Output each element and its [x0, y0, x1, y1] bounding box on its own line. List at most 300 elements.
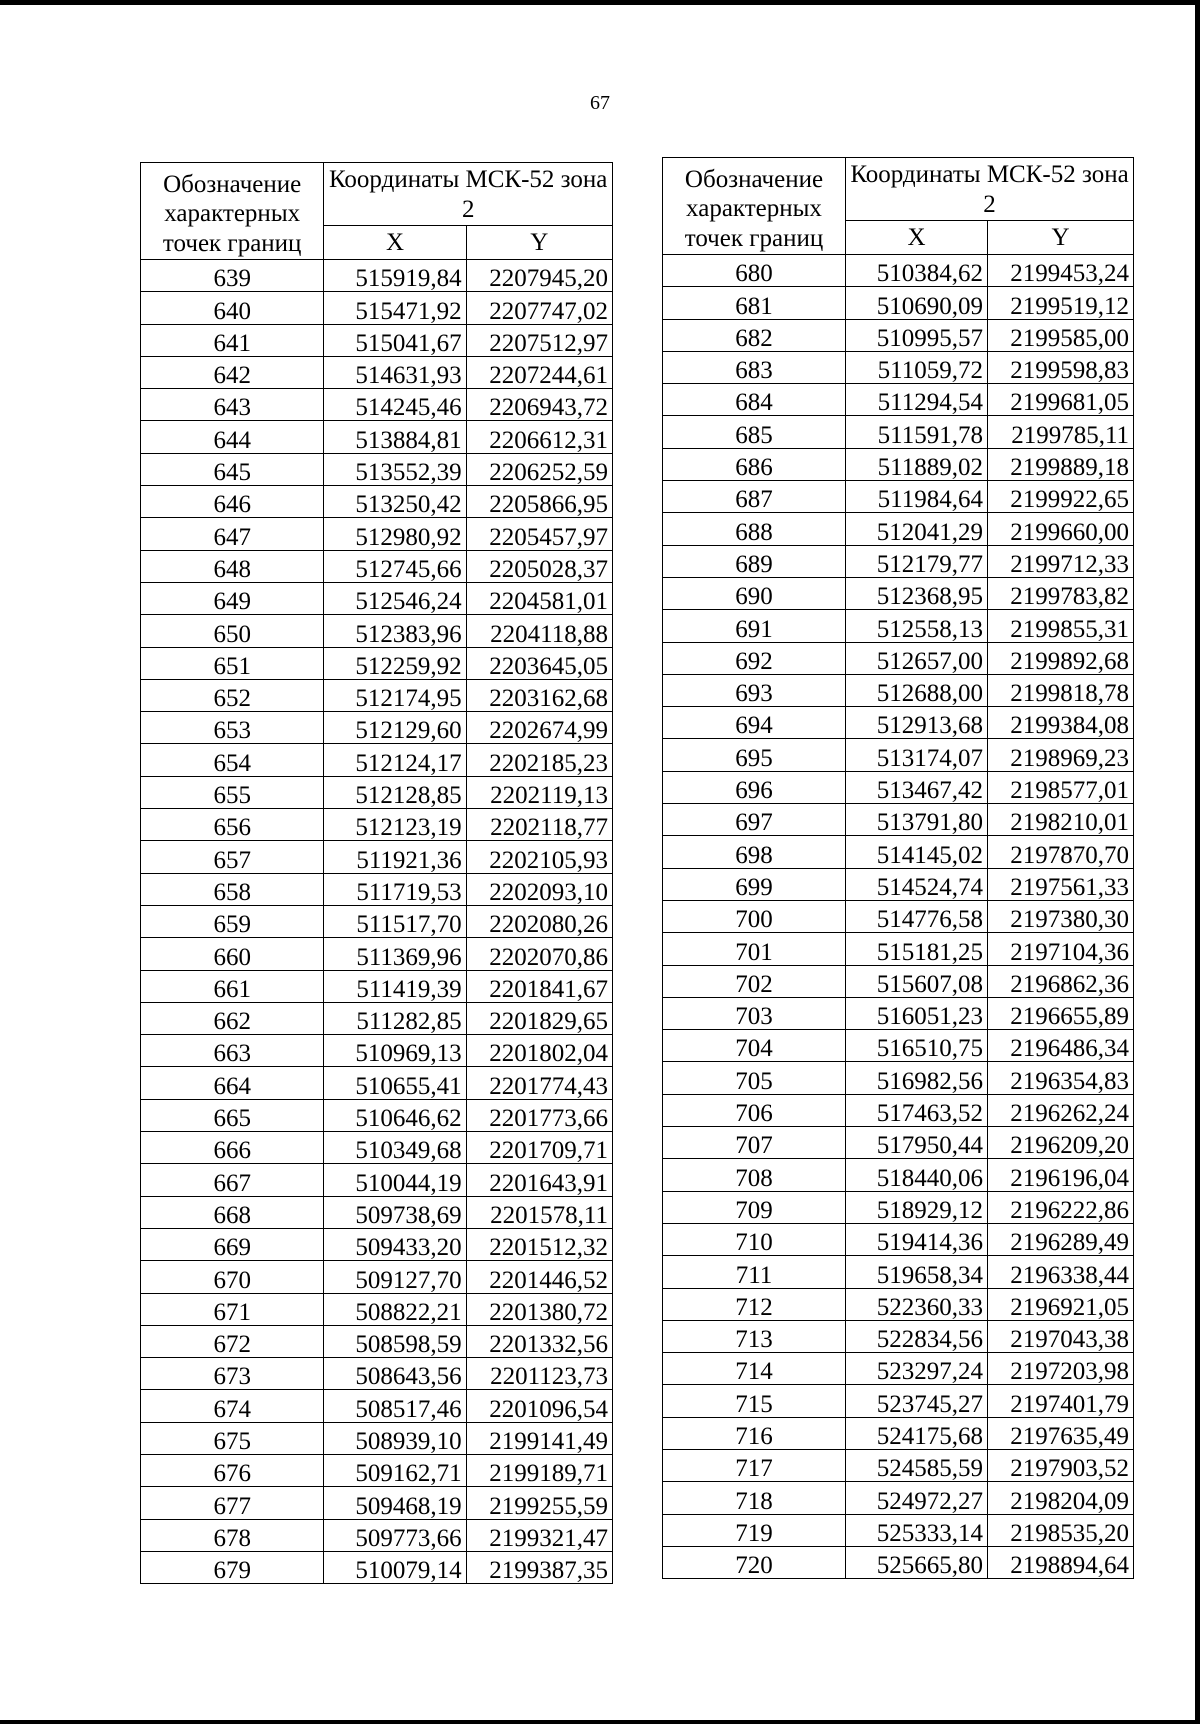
x-coordinate-cell: 522834,56	[846, 1320, 988, 1352]
table-row	[141, 1519, 613, 1551]
x-coordinate-cell: 524585,59	[846, 1449, 988, 1481]
point-id-cell: 666	[141, 1132, 324, 1164]
point-id-cell: 697	[663, 804, 846, 836]
point-id-cell: 669	[141, 1228, 324, 1260]
x-coordinate-cell: 512041,29	[846, 513, 988, 545]
x-coordinate-cell: 509433,20	[324, 1228, 466, 1260]
table-row	[663, 1417, 1134, 1449]
table-row	[663, 1514, 1134, 1546]
point-id-cell: 685	[663, 416, 846, 448]
y-coordinate-cell: 2206252,59	[466, 453, 612, 485]
table-row	[663, 836, 1134, 868]
x-coordinate-cell: 512124,17	[324, 744, 466, 776]
x-coordinate-cell: 518440,06	[846, 1159, 988, 1191]
x-coordinate-cell: 510384,62	[846, 255, 988, 287]
point-id-cell: 710	[663, 1223, 846, 1255]
table-row	[663, 351, 1134, 383]
table-row	[663, 1353, 1134, 1385]
point-id-cell: 667	[141, 1164, 324, 1196]
y-coordinate-cell: 2201773,66	[466, 1099, 612, 1131]
y-coordinate-cell: 2199785,11	[988, 416, 1134, 448]
y-coordinate-cell: 2203162,68	[466, 679, 612, 711]
coordinates-table-left	[140, 162, 613, 1584]
point-id-cell: 709	[663, 1191, 846, 1223]
x-coordinate-cell: 513174,07	[846, 739, 988, 771]
point-id-cell: 639	[141, 260, 324, 292]
x-coordinate-cell: 508517,46	[324, 1390, 466, 1422]
designation-header: Обозначение характерных точек границ	[663, 158, 846, 255]
table-row	[141, 1067, 613, 1099]
table-row	[663, 1482, 1134, 1514]
point-id-cell: 656	[141, 809, 324, 841]
point-id-cell: 649	[141, 582, 324, 614]
x-coordinate-cell: 515919,84	[324, 260, 466, 292]
table-row	[141, 389, 613, 421]
table-row	[141, 744, 613, 776]
point-id-cell: 652	[141, 679, 324, 711]
point-id-cell: 665	[141, 1099, 324, 1131]
x-coordinate-cell: 516982,56	[846, 1062, 988, 1094]
x-header: X	[846, 221, 988, 255]
x-coordinate-cell: 519658,34	[846, 1256, 988, 1288]
point-id-cell: 662	[141, 1002, 324, 1034]
table-row	[141, 453, 613, 485]
point-id-cell: 674	[141, 1390, 324, 1422]
x-header: X	[324, 226, 466, 260]
point-id-cell: 700	[663, 900, 846, 932]
point-id-cell: 691	[663, 610, 846, 642]
point-id-cell: 676	[141, 1454, 324, 1486]
table-row	[141, 1325, 613, 1357]
x-coordinate-cell: 508939,10	[324, 1422, 466, 1454]
y-coordinate-cell: 2205866,95	[466, 486, 612, 518]
point-id-cell: 655	[141, 776, 324, 808]
table-row	[141, 550, 613, 582]
table-row	[663, 642, 1134, 674]
y-coordinate-cell: 2201123,73	[466, 1358, 612, 1390]
table-row	[663, 965, 1134, 997]
table-row	[141, 1035, 613, 1067]
point-id-cell: 717	[663, 1449, 846, 1481]
table-row	[663, 1546, 1134, 1578]
y-coordinate-cell: 2201446,52	[466, 1261, 612, 1293]
point-id-cell: 651	[141, 647, 324, 679]
table-row	[663, 1320, 1134, 1352]
y-coordinate-cell: 2201332,56	[466, 1325, 612, 1357]
y-coordinate-cell: 2196196,04	[988, 1159, 1134, 1191]
x-coordinate-cell: 512546,24	[324, 582, 466, 614]
y-coordinate-cell: 2196338,44	[988, 1256, 1134, 1288]
y-coordinate-cell: 2207512,97	[466, 324, 612, 356]
point-id-cell: 715	[663, 1385, 846, 1417]
y-coordinate-cell: 2199141,49	[466, 1422, 612, 1454]
table-row	[663, 933, 1134, 965]
point-id-cell: 645	[141, 453, 324, 485]
y-coordinate-cell: 2207244,61	[466, 356, 612, 388]
table-row	[141, 1422, 613, 1454]
x-coordinate-cell: 512980,92	[324, 518, 466, 550]
y-coordinate-cell: 2204118,88	[466, 615, 612, 647]
point-id-cell: 719	[663, 1514, 846, 1546]
y-coordinate-cell: 2196209,20	[988, 1127, 1134, 1159]
point-id-cell: 671	[141, 1293, 324, 1325]
table-row	[141, 1261, 613, 1293]
point-id-cell: 646	[141, 486, 324, 518]
x-coordinate-cell: 515181,25	[846, 933, 988, 965]
table-row	[663, 448, 1134, 480]
x-coordinate-cell: 508822,21	[324, 1293, 466, 1325]
point-id-cell: 711	[663, 1256, 846, 1288]
y-header: Y	[988, 221, 1134, 255]
table-row	[663, 804, 1134, 836]
y-coordinate-cell: 2197043,38	[988, 1320, 1134, 1352]
x-coordinate-cell: 511984,64	[846, 481, 988, 513]
table-row	[141, 421, 613, 453]
table-row	[141, 776, 613, 808]
x-coordinate-cell: 509127,70	[324, 1261, 466, 1293]
y-coordinate-cell: 2199712,33	[988, 545, 1134, 577]
y-coordinate-cell: 2201709,71	[466, 1132, 612, 1164]
table-row	[141, 260, 613, 292]
point-id-cell: 702	[663, 965, 846, 997]
page-border-right	[1195, 0, 1200, 1724]
point-id-cell: 714	[663, 1353, 846, 1385]
y-coordinate-cell: 2199255,59	[466, 1487, 612, 1519]
point-id-cell: 701	[663, 933, 846, 965]
table-row	[141, 292, 613, 324]
y-coordinate-cell: 2199681,05	[988, 384, 1134, 416]
point-id-cell: 659	[141, 905, 324, 937]
x-coordinate-cell: 512368,95	[846, 577, 988, 609]
table-row	[141, 1164, 613, 1196]
table-row	[663, 384, 1134, 416]
y-coordinate-cell: 2197203,98	[988, 1353, 1134, 1385]
table-row	[663, 1030, 1134, 1062]
table-row	[141, 841, 613, 873]
x-coordinate-cell: 512383,96	[324, 615, 466, 647]
point-id-cell: 712	[663, 1288, 846, 1320]
y-coordinate-cell: 2199892,68	[988, 642, 1134, 674]
x-coordinate-cell: 514631,93	[324, 356, 466, 388]
coordinates-table-right	[662, 157, 1134, 1579]
x-coordinate-cell: 508598,59	[324, 1325, 466, 1357]
y-coordinate-cell: 2201578,11	[466, 1196, 612, 1228]
point-id-cell: 642	[141, 356, 324, 388]
y-coordinate-cell: 2196486,34	[988, 1030, 1134, 1062]
table-row	[663, 1256, 1134, 1288]
table-row	[141, 1390, 613, 1422]
table-row	[141, 1293, 613, 1325]
point-id-cell: 689	[663, 545, 846, 577]
x-coordinate-cell: 512129,60	[324, 712, 466, 744]
y-coordinate-cell: 2199598,83	[988, 351, 1134, 383]
x-coordinate-cell: 511719,53	[324, 873, 466, 905]
y-coordinate-cell: 2196862,36	[988, 965, 1134, 997]
y-coordinate-cell: 2196289,49	[988, 1223, 1134, 1255]
point-id-cell: 718	[663, 1482, 846, 1514]
x-coordinate-cell: 512174,95	[324, 679, 466, 711]
y-coordinate-cell: 2199384,08	[988, 707, 1134, 739]
table-row	[663, 1127, 1134, 1159]
x-coordinate-cell: 513884,81	[324, 421, 466, 453]
x-coordinate-cell: 510969,13	[324, 1035, 466, 1067]
x-coordinate-cell: 515607,08	[846, 965, 988, 997]
table-row	[663, 868, 1134, 900]
table-row	[141, 1228, 613, 1260]
y-coordinate-cell: 2202118,77	[466, 809, 612, 841]
table-row	[663, 1159, 1134, 1191]
y-coordinate-cell: 2197104,36	[988, 933, 1134, 965]
x-coordinate-cell: 512745,66	[324, 550, 466, 582]
y-coordinate-cell: 2199387,35	[466, 1551, 612, 1583]
point-id-cell: 677	[141, 1487, 324, 1519]
y-coordinate-cell: 2206943,72	[466, 389, 612, 421]
point-id-cell: 650	[141, 615, 324, 647]
table-row	[663, 900, 1134, 932]
coords-group-header: Координаты МСК-52 зона 2	[846, 158, 1134, 221]
point-id-cell: 661	[141, 970, 324, 1002]
x-coordinate-cell: 513791,80	[846, 804, 988, 836]
point-id-cell: 680	[663, 255, 846, 287]
table-row	[663, 319, 1134, 351]
y-coordinate-cell: 2196262,24	[988, 1094, 1134, 1126]
point-id-cell: 648	[141, 550, 324, 582]
table-body-right	[663, 255, 1134, 1579]
x-coordinate-cell: 511419,39	[324, 970, 466, 1002]
y-coordinate-cell: 2197870,70	[988, 836, 1134, 868]
point-id-cell: 713	[663, 1320, 846, 1352]
x-coordinate-cell: 515041,67	[324, 324, 466, 356]
y-coordinate-cell: 2198969,23	[988, 739, 1134, 771]
point-id-cell: 660	[141, 938, 324, 970]
x-coordinate-cell: 509162,71	[324, 1454, 466, 1486]
y-coordinate-cell: 2199321,47	[466, 1519, 612, 1551]
y-coordinate-cell: 2201380,72	[466, 1293, 612, 1325]
x-coordinate-cell: 523745,27	[846, 1385, 988, 1417]
y-coordinate-cell: 2205457,97	[466, 518, 612, 550]
page-border-bottom	[0, 1720, 1200, 1724]
x-coordinate-cell: 508643,56	[324, 1358, 466, 1390]
y-coordinate-cell: 2201802,04	[466, 1035, 612, 1067]
table-row	[663, 513, 1134, 545]
table-row	[141, 970, 613, 1002]
y-coordinate-cell: 2197380,30	[988, 900, 1134, 932]
table-row	[141, 582, 613, 614]
x-coordinate-cell: 522360,33	[846, 1288, 988, 1320]
y-coordinate-cell: 2202119,13	[466, 776, 612, 808]
x-coordinate-cell: 513552,39	[324, 453, 466, 485]
y-coordinate-cell: 2196655,89	[988, 997, 1134, 1029]
table-row	[141, 712, 613, 744]
x-coordinate-cell: 510646,62	[324, 1099, 466, 1131]
x-coordinate-cell: 509468,19	[324, 1487, 466, 1519]
point-id-cell: 699	[663, 868, 846, 900]
x-coordinate-cell: 512128,85	[324, 776, 466, 808]
y-coordinate-cell: 2204581,01	[466, 582, 612, 614]
point-id-cell: 683	[663, 351, 846, 383]
y-coordinate-cell: 2207945,20	[466, 260, 612, 292]
point-id-cell: 684	[663, 384, 846, 416]
table-row	[141, 518, 613, 550]
y-coordinate-cell: 2196222,86	[988, 1191, 1134, 1223]
point-id-cell: 693	[663, 674, 846, 706]
table-row	[663, 255, 1134, 287]
point-id-cell: 706	[663, 1094, 846, 1126]
table-row	[663, 1385, 1134, 1417]
point-id-cell: 668	[141, 1196, 324, 1228]
table-row	[663, 416, 1134, 448]
y-coordinate-cell: 2199818,78	[988, 674, 1134, 706]
x-coordinate-cell: 524972,27	[846, 1482, 988, 1514]
point-id-cell: 682	[663, 319, 846, 351]
x-coordinate-cell: 516510,75	[846, 1030, 988, 1062]
table-row	[141, 1196, 613, 1228]
x-coordinate-cell: 525333,14	[846, 1514, 988, 1546]
y-coordinate-cell: 2201841,67	[466, 970, 612, 1002]
table-row	[663, 674, 1134, 706]
y-coordinate-cell: 2198210,01	[988, 804, 1134, 836]
point-id-cell: 658	[141, 873, 324, 905]
table-row	[141, 1454, 613, 1486]
table-row	[141, 1358, 613, 1390]
y-coordinate-cell: 2196921,05	[988, 1288, 1134, 1320]
y-coordinate-cell: 2197635,49	[988, 1417, 1134, 1449]
y-coordinate-cell: 2202080,26	[466, 905, 612, 937]
y-coordinate-cell: 2198577,01	[988, 771, 1134, 803]
x-coordinate-cell: 510995,57	[846, 319, 988, 351]
point-id-cell: 681	[663, 287, 846, 319]
x-coordinate-cell: 525665,80	[846, 1546, 988, 1578]
point-id-cell: 688	[663, 513, 846, 545]
y-coordinate-cell: 2201643,91	[466, 1164, 612, 1196]
x-coordinate-cell: 512657,00	[846, 642, 988, 674]
x-coordinate-cell: 510690,09	[846, 287, 988, 319]
x-coordinate-cell: 512123,19	[324, 809, 466, 841]
point-id-cell: 657	[141, 841, 324, 873]
x-coordinate-cell: 514145,02	[846, 836, 988, 868]
x-coordinate-cell: 514776,58	[846, 900, 988, 932]
x-coordinate-cell: 512913,68	[846, 707, 988, 739]
table-row	[663, 1191, 1134, 1223]
table-row	[663, 997, 1134, 1029]
point-id-cell: 641	[141, 324, 324, 356]
y-coordinate-cell: 2198894,64	[988, 1546, 1134, 1578]
x-coordinate-cell: 512688,00	[846, 674, 988, 706]
x-coordinate-cell: 512558,13	[846, 610, 988, 642]
x-coordinate-cell: 511282,85	[324, 1002, 466, 1034]
table-row	[141, 1132, 613, 1164]
point-id-cell: 673	[141, 1358, 324, 1390]
table-row	[663, 577, 1134, 609]
y-coordinate-cell: 2206612,31	[466, 421, 612, 453]
point-id-cell: 703	[663, 997, 846, 1029]
x-coordinate-cell: 513250,42	[324, 486, 466, 518]
table-row	[663, 739, 1134, 771]
table-row	[663, 1062, 1134, 1094]
point-id-cell: 640	[141, 292, 324, 324]
table-row	[141, 356, 613, 388]
x-coordinate-cell: 511059,72	[846, 351, 988, 383]
point-id-cell: 687	[663, 481, 846, 513]
table-row	[663, 545, 1134, 577]
table-row	[141, 1487, 613, 1519]
y-coordinate-cell: 2202105,93	[466, 841, 612, 873]
table-row	[141, 486, 613, 518]
table-row	[141, 905, 613, 937]
table-row	[663, 1094, 1134, 1126]
point-id-cell: 675	[141, 1422, 324, 1454]
designation-header: Обозначение характерных точек границ	[141, 163, 324, 260]
point-id-cell: 643	[141, 389, 324, 421]
point-id-cell: 692	[663, 642, 846, 674]
y-header: Y	[466, 226, 612, 260]
x-coordinate-cell: 511369,96	[324, 938, 466, 970]
x-coordinate-cell: 511591,78	[846, 416, 988, 448]
x-coordinate-cell: 516051,23	[846, 997, 988, 1029]
table-row	[141, 1002, 613, 1034]
table-row	[663, 1288, 1134, 1320]
point-id-cell: 678	[141, 1519, 324, 1551]
table-row	[141, 809, 613, 841]
y-coordinate-cell: 2205028,37	[466, 550, 612, 582]
x-coordinate-cell: 513467,42	[846, 771, 988, 803]
point-id-cell: 707	[663, 1127, 846, 1159]
x-coordinate-cell: 510655,41	[324, 1067, 466, 1099]
x-coordinate-cell: 517950,44	[846, 1127, 988, 1159]
point-id-cell: 679	[141, 1551, 324, 1583]
point-id-cell: 664	[141, 1067, 324, 1099]
table-row	[663, 771, 1134, 803]
table-body-left	[141, 260, 613, 1584]
y-coordinate-cell: 2199585,00	[988, 319, 1134, 351]
x-coordinate-cell: 523297,24	[846, 1353, 988, 1385]
x-coordinate-cell: 511294,54	[846, 384, 988, 416]
point-id-cell: 716	[663, 1417, 846, 1449]
y-coordinate-cell: 2199889,18	[988, 448, 1134, 480]
y-coordinate-cell: 2202093,10	[466, 873, 612, 905]
point-id-cell: 672	[141, 1325, 324, 1357]
y-coordinate-cell: 2201512,32	[466, 1228, 612, 1260]
table-row	[141, 647, 613, 679]
page-border-top	[0, 0, 1200, 5]
y-coordinate-cell: 2199855,31	[988, 610, 1134, 642]
table-row	[141, 1099, 613, 1131]
x-coordinate-cell: 518929,12	[846, 1191, 988, 1223]
y-coordinate-cell: 2201829,65	[466, 1002, 612, 1034]
x-coordinate-cell: 512179,77	[846, 545, 988, 577]
coords-group-header: Координаты МСК-52 зона 2	[324, 163, 613, 226]
y-coordinate-cell: 2199189,71	[466, 1454, 612, 1486]
y-coordinate-cell: 2197401,79	[988, 1385, 1134, 1417]
x-coordinate-cell: 511921,36	[324, 841, 466, 873]
point-id-cell: 670	[141, 1261, 324, 1293]
point-id-cell: 698	[663, 836, 846, 868]
point-id-cell: 653	[141, 712, 324, 744]
x-coordinate-cell: 511889,02	[846, 448, 988, 480]
x-coordinate-cell: 509738,69	[324, 1196, 466, 1228]
point-id-cell: 708	[663, 1159, 846, 1191]
x-coordinate-cell: 519414,36	[846, 1223, 988, 1255]
y-coordinate-cell: 2203645,05	[466, 647, 612, 679]
table-row	[663, 1223, 1134, 1255]
y-coordinate-cell: 2196354,83	[988, 1062, 1134, 1094]
x-coordinate-cell: 524175,68	[846, 1417, 988, 1449]
table-row	[141, 679, 613, 711]
page-number: 67	[590, 92, 610, 114]
table-row	[141, 324, 613, 356]
x-coordinate-cell: 510079,14	[324, 1551, 466, 1583]
table-row	[141, 1551, 613, 1583]
